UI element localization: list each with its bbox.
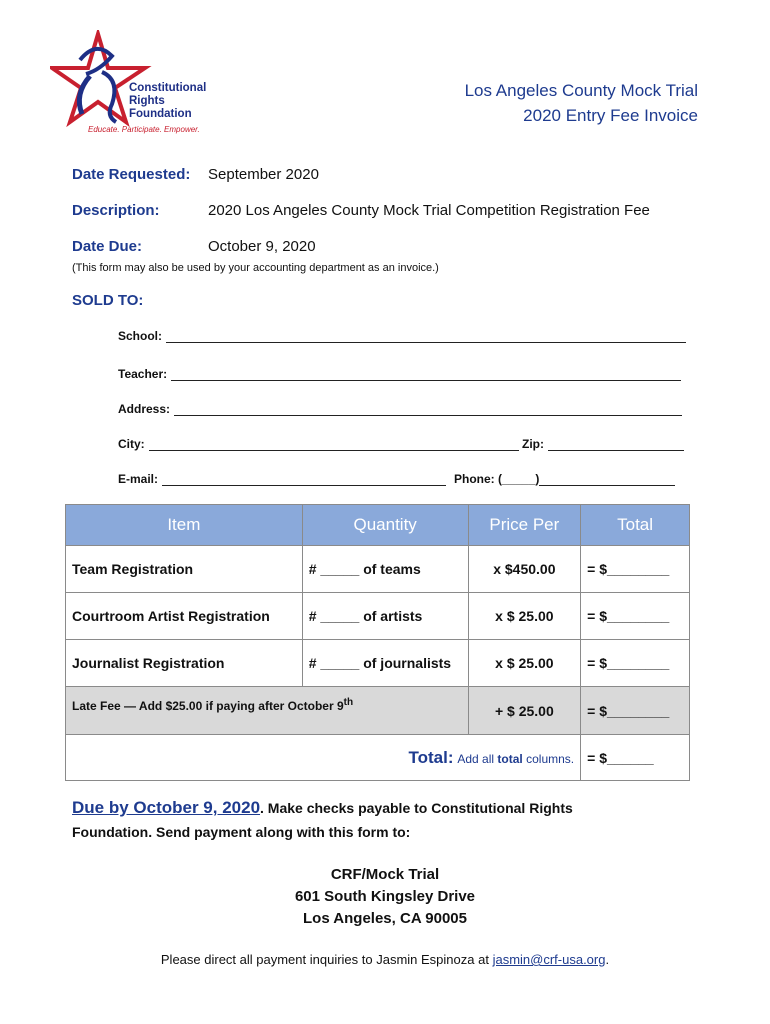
table-row: [66, 546, 690, 593]
teacher-field[interactable]: [118, 367, 681, 381]
city-field[interactable]: [118, 437, 519, 451]
grand-total-row: [66, 735, 690, 781]
description-label: Description:: [72, 202, 160, 219]
date-requested-value: September 2020: [208, 166, 319, 183]
logo-name-line3: Foundation: [129, 108, 192, 120]
table-header-row: [66, 505, 690, 546]
zip-label: Zip:: [522, 437, 544, 451]
zip-field[interactable]: [522, 437, 684, 451]
row-total[interactable]: = $________: [581, 593, 690, 640]
sold-to-heading: SOLD TO:: [72, 292, 144, 309]
inquiry-text: [0, 952, 770, 967]
header-total: Total: [581, 505, 690, 546]
late-fee-row: [66, 687, 690, 735]
row-quantity[interactable]: # _____ of journalists: [302, 640, 468, 687]
teacher-line[interactable]: [171, 369, 681, 381]
payment-due-text: [72, 796, 632, 844]
mailing-address: [0, 864, 770, 930]
grand-total-label-cell: [66, 735, 581, 781]
row-item: Journalist Registration: [66, 640, 303, 687]
address-line2: 601 South Kingsley Drive: [294, 888, 476, 905]
header-price-per: Price Per: [468, 505, 581, 546]
address-line3: Los Angeles, CA 90005: [303, 910, 467, 927]
address-label: Address:: [118, 402, 171, 416]
fee-table: [65, 504, 690, 781]
hint-pre: Add all: [457, 751, 495, 766]
inquiry-post: .: [605, 952, 610, 967]
row-price: x $ 25.00: [468, 640, 581, 687]
grand-total-label: Total:: [408, 747, 454, 767]
row-price: x $ 25.00: [468, 593, 581, 640]
due-date-highlight: Due by October 9, 2020: [72, 798, 261, 817]
grand-total-value[interactable]: = $______: [581, 735, 690, 781]
row-quantity[interactable]: # _____ of artists: [302, 593, 468, 640]
invoice-title: [465, 78, 698, 128]
school-label: School:: [118, 329, 162, 343]
city-label: City:: [118, 437, 145, 451]
school-line[interactable]: [166, 331, 686, 343]
phone-label: Phone: (_____): [454, 472, 540, 486]
row-item: Team Registration: [66, 546, 303, 593]
teacher-label: Teacher:: [118, 367, 168, 381]
table-row: [66, 593, 690, 640]
header-item: Item: [66, 505, 303, 546]
inquiry-pre: Please direct all payment inquiries to Jasmin Espinoza at: [160, 952, 489, 967]
title-line2: 2020 Entry Fee Invoice: [523, 106, 698, 125]
hint-bold: total: [497, 751, 523, 766]
table-row: [66, 640, 690, 687]
header-quantity: Quantity: [302, 505, 468, 546]
email-field[interactable]: [118, 472, 446, 486]
zip-line[interactable]: [548, 439, 684, 451]
date-due-value: October 9, 2020: [208, 238, 316, 255]
date-requested-label: Date Requested:: [72, 166, 191, 183]
late-fee-sup: th: [343, 697, 354, 708]
invoice-note: (This form may also be used by your accounting department as an invoice.): [72, 262, 439, 274]
late-fee-label: Late Fee — Add $25.00 if paying after October 9: [72, 699, 344, 713]
contact-email-link[interactable]: jasmin@crf-usa.org: [492, 952, 606, 967]
phone-field[interactable]: [454, 472, 675, 486]
address-field[interactable]: [118, 402, 682, 416]
address-line[interactable]: [174, 404, 682, 416]
row-item: Courtroom Artist Registration: [66, 593, 303, 640]
logo-name-line1: Constitutional: [129, 82, 207, 94]
title-line1: Los Angeles County Mock Trial: [464, 81, 698, 100]
row-total[interactable]: = $________: [581, 546, 690, 593]
late-fee-label-cell: [66, 687, 469, 735]
email-line[interactable]: [162, 474, 446, 486]
late-fee-total[interactable]: = $________: [581, 687, 690, 735]
hint-post: columns.: [526, 751, 575, 766]
logo-tagline: Educate. Participate. Empower.: [88, 125, 200, 134]
date-due-label: Date Due:: [72, 238, 143, 255]
row-total[interactable]: = $________: [581, 640, 690, 687]
row-price: x $450.00: [468, 546, 581, 593]
logo-name-line2: Rights: [129, 95, 165, 107]
row-quantity[interactable]: # _____ of teams: [302, 546, 468, 593]
description-value: 2020 Los Angeles County Mock Trial Competition Registration Fee: [208, 202, 650, 219]
school-field[interactable]: [118, 329, 686, 343]
late-fee-price: + $ 25.00: [468, 687, 581, 735]
phone-line[interactable]: [539, 474, 675, 486]
grand-total-hint: [457, 752, 574, 766]
city-line[interactable]: [149, 439, 519, 451]
email-label: E-mail:: [118, 472, 159, 486]
due-instructions: . Make checks payable to Constitutional Rights Foundation. Send payment along with this form to:: [72, 800, 573, 840]
address-line1: CRF/Mock Trial: [330, 866, 440, 883]
